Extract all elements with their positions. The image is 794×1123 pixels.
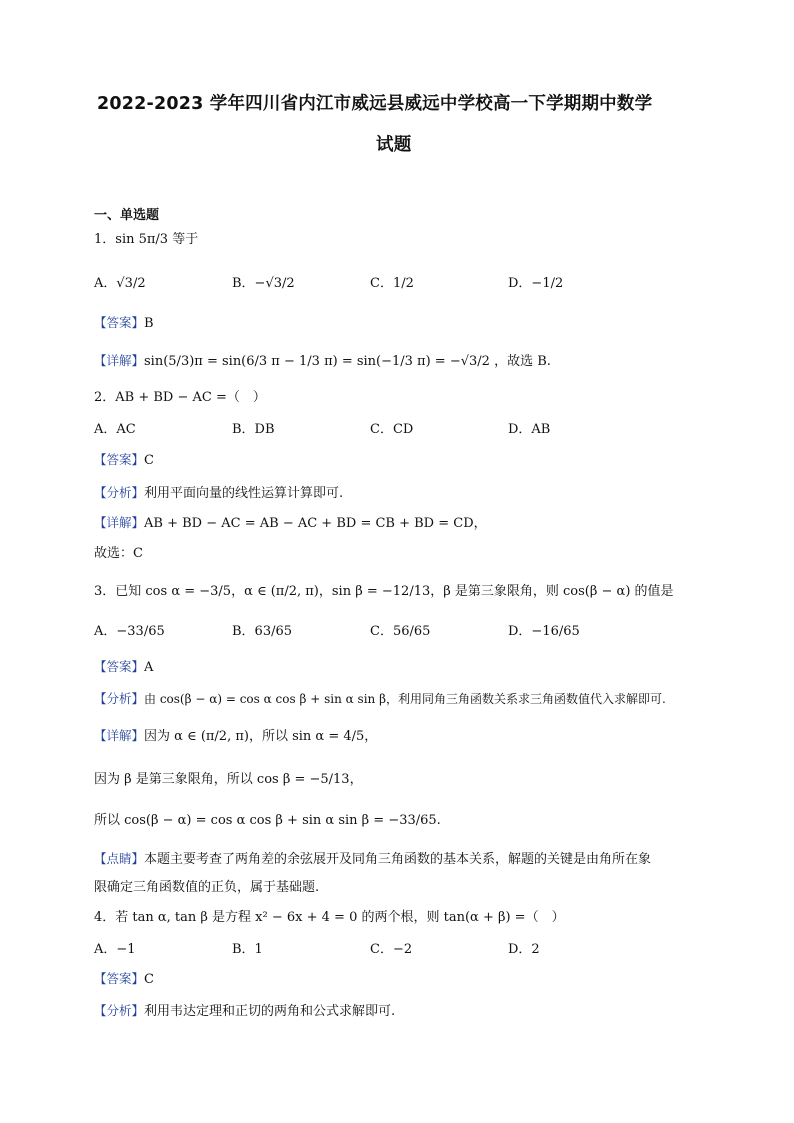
q3-comment-row	[94, 848, 651, 867]
q4-stem: 4．若 tan α, tan β 是方程 x² − 6x + 4 = 0 的两个根，则 tan(α + β) =（ ）	[94, 910, 565, 925]
q2-conclusion: 故选：C	[94, 546, 143, 561]
q2-option-d: D．AB	[508, 422, 551, 437]
q1-detail: sin(5/3)π = sin(6/3 π − 1/3 π) = sin(−1/3 π) = −√3/2 ，故选 B.	[144, 354, 551, 369]
detail-tag: 【详解】	[94, 728, 145, 743]
q2-option-c: C．CD	[370, 422, 414, 437]
q1-option-d: D．−1/2	[508, 276, 564, 291]
q4-option-d: D．2	[508, 942, 540, 957]
q2-analysis-row	[94, 482, 343, 501]
comment-tag: 【点睛】	[94, 851, 145, 866]
q3-option-a: A．−33/65	[94, 624, 165, 639]
answer-tag: 【答案】	[94, 315, 145, 330]
section-heading: 一、单选题	[94, 208, 160, 223]
q3-answer: A	[144, 660, 154, 675]
q2-answer: C	[144, 453, 154, 468]
q1-stem: 1．sin 5π/3 等于	[94, 232, 199, 247]
q1-detail-row	[94, 350, 551, 369]
q2-stem: 2．AB + BD − AC =（ ）	[94, 390, 266, 405]
doc-title-line1: 2022-2023 学年四川省内江市威远县威远中学校高一下学期期中数学	[97, 94, 653, 114]
q4-option-b: B．1	[232, 942, 263, 957]
analysis-tag: 【分析】	[94, 1003, 145, 1018]
q1-answer: B	[144, 316, 154, 331]
answer-tag: 【答案】	[94, 452, 145, 467]
q4-option-a: A．−1	[94, 942, 136, 957]
q3-comment-line2: 限确定三角函数值的正负，属于基础题.	[94, 880, 320, 895]
q3-analysis-row	[94, 689, 666, 707]
q2-detail: AB + BD − AC = AB − AC + BD = CB + BD = CD，	[144, 516, 487, 531]
detail-tag: 【详解】	[94, 515, 145, 530]
q2-detail-row	[94, 512, 487, 531]
q3-analysis: 由 cos(β − α) = cos α cos β + sin α sin β，利用同角三角函数关系求三角函数值代入求解即可.	[144, 692, 666, 706]
q3-option-b: B．63/65	[232, 624, 293, 639]
q3-option-c: C．56/65	[370, 624, 431, 639]
answer-tag: 【答案】	[94, 659, 145, 674]
q3-answer-row	[94, 657, 153, 675]
q3-detail-3: 所以 cos(β − α) = cos α cos β + sin α sin β = −33/65.	[94, 813, 441, 828]
q4-answer-row	[94, 969, 154, 987]
detail-tag: 【详解】	[94, 353, 145, 368]
q4-answer: C	[144, 972, 154, 987]
q3-detail-row	[94, 725, 377, 744]
analysis-tag: 【分析】	[94, 485, 145, 500]
q1-answer-row	[94, 313, 154, 331]
q3-stem: 3．已知 cos α = −3/5，α ∈ (π/2, π)，sin β = −12/13，β 是第三象限角，则 cos(β − α) 的值是	[94, 584, 674, 599]
q2-answer-row	[94, 450, 154, 468]
q1-option-b: B．−√3/2	[232, 276, 295, 291]
q1-option-c: C．1/2	[370, 276, 414, 291]
analysis-tag: 【分析】	[94, 691, 145, 706]
q4-analysis: 利用韦达定理和正切的两角和公式求解即可.	[144, 1004, 396, 1019]
q3-option-d: D．−16/65	[508, 624, 580, 639]
q2-option-b: B．DB	[232, 422, 275, 437]
q4-analysis-row	[94, 1000, 395, 1019]
q3-detail-1: 因为 α ∈ (π/2, π)，所以 sin α = 4/5，	[144, 729, 378, 744]
q2-option-a: A．AC	[94, 422, 136, 437]
q4-option-c: C．−2	[370, 942, 413, 957]
doc-title-line2: 试题	[376, 135, 412, 155]
q3-detail-2: 因为 β 是第三象限角，所以 cos β = −5/13，	[94, 772, 363, 787]
q2-analysis: 利用平面向量的线性运算计算即可.	[144, 486, 344, 501]
q3-comment-line1: 本题主要考查了两角差的余弦展开及同角三角函数的基本关系，解题的关键是由角所在象	[144, 852, 652, 867]
answer-tag: 【答案】	[94, 971, 145, 986]
q1-option-a: A．√3/2	[94, 276, 146, 291]
